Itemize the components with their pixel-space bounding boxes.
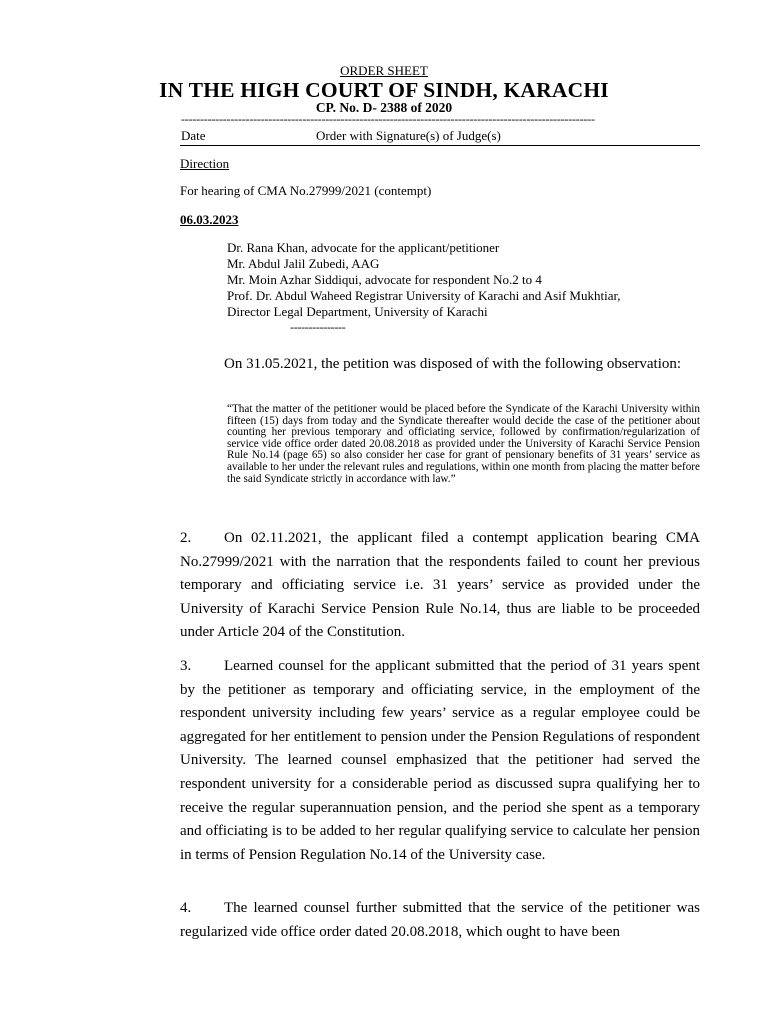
case-number: CP. No. D- 2388 of 2020 [315,100,453,115]
paragraph-text: Learned counsel for the applicant submitted that the period of 31 years spent by the petitioner as temporary and officiating service, in the employment of the respondent university including few years’ service as a regular employee could be aggregated for her entitlement to pension under the Pension Regulations of respondent University. The learned counsel emphasized that the petitioner had served the respondent university for a considerable period as discussed supra qualifying her to receive the regular superannuation pension, and the period she spent as a temporary and officiating is to be added to her regular qualifying service to calculate her pension in terms of Pension Regulation No.14 of the University case. [180,658,700,863]
court-title: IN THE HIGH COURT OF SINDH, KARACHI [159,78,609,102]
appearance-line: Director Legal Department, University of Karachi [227,304,488,319]
appearance-line: Mr. Moin Azhar Siddiqui, advocate for respondent No.2 to 4 [227,272,542,287]
paragraph-text: On 02.11.2021, the applicant filed a contempt application bearing CMA No.27999/2021 with the narration that the respondents failed to count her previous temporary and officiating service i.e. 31 years’ service as provided under the University of Karachi Service Pension Rule No.14, thus are liable to be proceeded under Article 204 of the Constitution. [180,530,700,641]
date-column-header: Date [181,128,206,143]
paragraph-number: 3. [180,658,192,674]
direction-text: For hearing of CMA No.27999/2021 (contempt) [180,183,432,198]
opening-paragraph [180,353,700,377]
order-sheet-label: ORDER SHEET [340,63,428,78]
paragraph-number: 4. [180,900,192,916]
direction-label: Direction [180,156,230,171]
appearance-separator: --------------- [290,320,346,334]
paragraph-3 [180,655,700,867]
quoted-observation: “That the matter of the petitioner would be placed before the Syndicate of the Karachi University within fifteen (15) days from today and the Syndicate thereafter would decide the case of the petitioner about counting her previous temporary and officiating service, followed by confirmation/regularization of service vide office order dated 20.08.2018 as provided under the University of Karachi Service Pension Rule No.14 (page 65) so also consider her case for grant of pensionary benefits of 31 years’ service as available to her under the relevant rules and regulations, within one month from placing the matter before the said Syndicate strictly in accordance with law.” [227,403,700,485]
header-separator: ------------------------------------------------------------------------------------------------------------- [181,113,595,125]
order-column-header: Order with Signature(s) of Judge(s) [316,128,501,143]
paragraph-text: The learned counsel further submitted that the service of the petitioner was regularized vide office order dated 20.08.2018, which ought to have been [180,900,700,940]
order-date: 06.03.2023 [180,212,239,227]
paragraph-2 [180,527,700,645]
appearance-line: Dr. Rana Khan, advocate for the applicant/petitioner [227,240,500,255]
header-rule [180,145,700,146]
opening-paragraph-text: On 31.05.2021, the petition was disposed of with the following observation: [224,356,682,372]
appearance-line: Mr. Abdul Jalil Zubedi, AAG [227,256,380,271]
paragraph-4 [180,897,700,944]
paragraph-number: 2. [180,530,192,546]
appearance-line: Prof. Dr. Abdul Waheed Registrar University of Karachi and Asif Mukhtiar, [227,288,621,303]
